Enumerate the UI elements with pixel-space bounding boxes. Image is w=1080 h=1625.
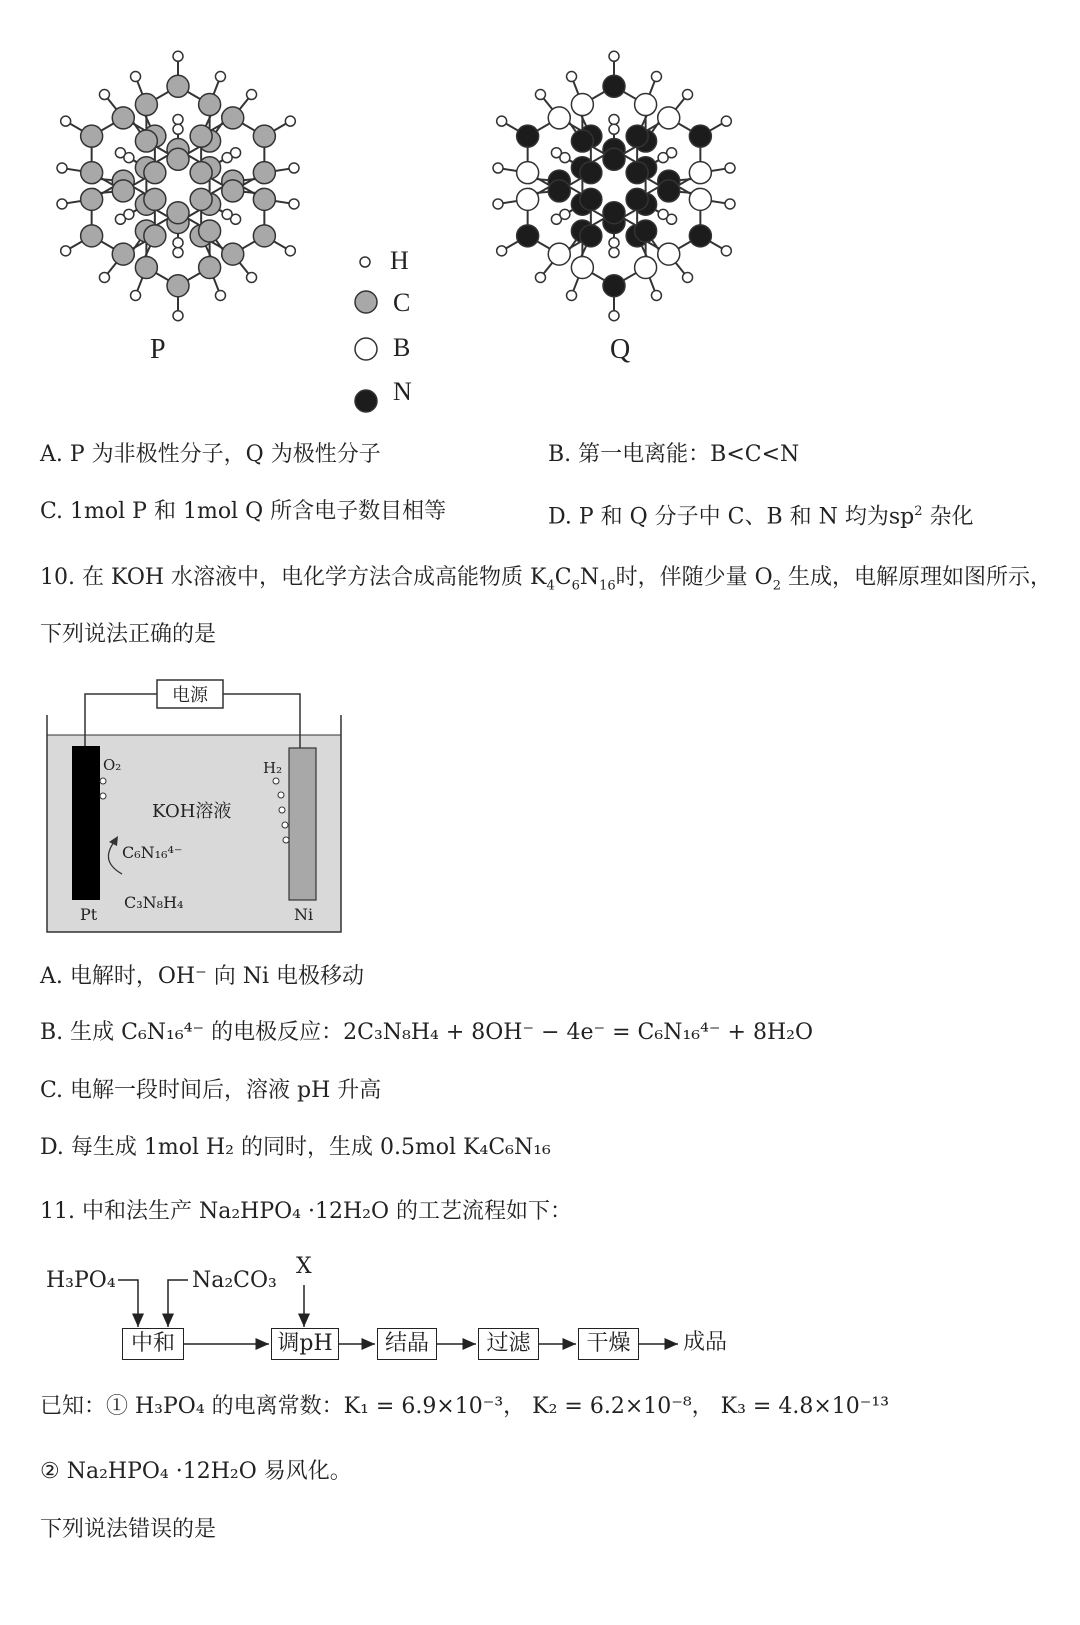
atom <box>253 225 275 247</box>
q10-stem-part: N <box>579 565 600 590</box>
q10-stem-part: 10. 在 KOH 水溶液中，电化学方法合成高能物质 K <box>40 565 547 590</box>
atom <box>580 225 602 247</box>
atom <box>626 162 648 184</box>
atom <box>689 125 711 147</box>
hydrogen-atom <box>609 51 619 61</box>
legend-b-marker <box>355 338 377 360</box>
hydrogen-atom <box>721 246 731 256</box>
atom <box>81 225 103 247</box>
hydrogen-atom <box>131 290 141 300</box>
pt-label: Pt <box>80 905 98 924</box>
reactant-label: C₃N₈H₄ <box>124 893 184 912</box>
q9-option-d-text: D. P 和 Q 分子中 C、B 和 N 均为 <box>548 504 889 530</box>
atom <box>548 243 570 265</box>
q10-option-b[interactable]: B. 生成 C₆N₁₆⁴⁻ 的电极反应：2C₃N₈H₄ + 8OH⁻ − 4e⁻ = C₆N₁₆⁴⁻ + 8H₂O <box>40 1020 813 1045</box>
atom <box>135 256 157 278</box>
hydrogen-atom <box>285 116 295 126</box>
atom <box>571 256 593 278</box>
atom <box>603 275 625 297</box>
atom <box>517 125 539 147</box>
hydrogen-atom <box>497 116 507 126</box>
q10-stem-sub: 16 <box>599 578 616 594</box>
atom <box>548 107 570 129</box>
atom <box>167 202 189 224</box>
hydrogen-atom <box>289 163 299 173</box>
na2co3-arrow <box>168 1280 188 1327</box>
flow-box-adjust-ph: 调pH <box>271 1328 339 1360</box>
atom <box>517 225 539 247</box>
atom <box>626 188 648 210</box>
q11-ask: 下列说法错误的是 <box>40 1517 217 1542</box>
q9-option-d[interactable] <box>548 497 974 532</box>
h2-label: H₂ <box>263 759 283 777</box>
hydrogen-atom <box>124 153 134 163</box>
atom <box>580 162 602 184</box>
atom <box>658 180 680 202</box>
atom <box>635 220 657 242</box>
atom <box>253 188 275 210</box>
q10-stem-line1 <box>40 563 1052 601</box>
hydrogen-atom <box>609 115 619 125</box>
atom <box>548 180 570 202</box>
atom <box>81 188 103 210</box>
atom <box>222 180 244 202</box>
atom <box>112 243 134 265</box>
atom <box>199 94 221 116</box>
atom <box>167 75 189 97</box>
hydrogen-atom <box>560 153 570 163</box>
product-label: C₆N₁₆⁴⁻ <box>122 843 183 862</box>
atom <box>81 125 103 147</box>
hydrogen-atom <box>61 246 71 256</box>
legend-h-marker <box>360 257 370 267</box>
atom <box>135 130 157 152</box>
hydrogen-atom <box>99 90 109 100</box>
legend-b-label: B <box>393 333 411 362</box>
hydrogen-atom <box>535 272 545 282</box>
solution-label: KOH溶液 <box>152 801 232 822</box>
atom <box>635 94 657 116</box>
power-label: 电源 <box>172 685 208 706</box>
atom <box>603 148 625 170</box>
atom <box>689 188 711 210</box>
atom <box>190 162 212 184</box>
atom <box>222 107 244 129</box>
hydrogen-atom <box>609 311 619 321</box>
q10-stem-sub: 2 <box>772 578 781 594</box>
hydrogen-atom <box>567 290 577 300</box>
atom <box>571 94 593 116</box>
legend-n-marker <box>355 390 377 412</box>
q9-option-a[interactable]: A. P 为非极性分子，Q 为极性分子 <box>40 442 381 467</box>
q10-stem-sub: 4 <box>546 578 555 594</box>
hydrogen-atom <box>651 72 661 82</box>
q10-stem-line2: 下列说法正确的是 <box>40 622 217 647</box>
atom <box>112 180 134 202</box>
hydrogen-atom <box>57 163 67 173</box>
q11-known-2: ② Na₂HPO₄ ·12H₂O 易风化。 <box>40 1459 352 1484</box>
atom <box>658 107 680 129</box>
pt-electrode <box>72 746 100 900</box>
q9-option-b[interactable]: B. 第一电离能：B<C<N <box>548 442 800 467</box>
atom <box>580 188 602 210</box>
atom <box>144 162 166 184</box>
q10-stem-part: C <box>554 565 572 590</box>
hydrogen-atom <box>497 246 507 256</box>
atom <box>81 162 103 184</box>
q9-option-d-sup: 2 <box>914 504 923 519</box>
legend <box>355 257 377 412</box>
molecule-q <box>493 51 735 320</box>
h2-bubble <box>279 807 285 813</box>
q10-option-c[interactable]: C. 电解一段时间后，溶液 pH 升高 <box>40 1078 382 1103</box>
atom <box>603 75 625 97</box>
atom <box>571 130 593 152</box>
q10-stem-sub: 6 <box>571 578 580 594</box>
atom <box>190 125 212 147</box>
molecule-p-label: P <box>150 334 166 365</box>
atom <box>167 148 189 170</box>
hydrogen-atom <box>61 116 71 126</box>
hydrogen-atom <box>173 248 183 258</box>
atom <box>222 243 244 265</box>
atom <box>253 125 275 147</box>
hydrogen-atom <box>173 51 183 61</box>
legend-n-label: N <box>393 377 412 406</box>
ni-electrode <box>289 748 316 900</box>
hydrogen-atom <box>215 72 225 82</box>
hydrogen-atom <box>215 290 225 300</box>
flow-box-filter: 过滤 <box>478 1328 539 1360</box>
q10-stem-part: 时，伴随少量 O <box>615 565 773 590</box>
atom <box>190 188 212 210</box>
legend-c-label: C <box>393 288 411 317</box>
hydrogen-atom <box>124 209 134 219</box>
hydrogen-atom <box>99 272 109 282</box>
ni-label: Ni <box>294 905 314 924</box>
atom <box>135 94 157 116</box>
h2-bubble <box>283 837 289 843</box>
atom <box>144 188 166 210</box>
hydrogen-atom <box>247 90 257 100</box>
atom <box>635 256 657 278</box>
hydrogen-atom <box>725 163 735 173</box>
hydrogen-atom <box>289 199 299 209</box>
atom <box>112 107 134 129</box>
hydrogen-atom <box>721 116 731 126</box>
hydrogen-atom <box>222 209 232 219</box>
hydrogen-atom <box>173 124 183 134</box>
flow-output: 成品 <box>683 1330 728 1355</box>
molecule-p <box>57 51 299 320</box>
flow-box-dry: 干燥 <box>578 1328 639 1360</box>
hydrogen-atom <box>535 90 545 100</box>
atom <box>689 162 711 184</box>
q11-known-1: 已知：① H₃PO₄ 的电离常数：K₁ = 6.9×10⁻³， K₂ = 6.2×10⁻⁸， K₃ = 4.8×10⁻¹³ <box>40 1394 890 1419</box>
atom <box>144 225 166 247</box>
molecule-q-label: Q <box>610 334 631 365</box>
hydrogen-atom <box>57 199 67 209</box>
flow-input-na2co3: Na₂CO₃ <box>192 1268 277 1293</box>
h2-bubble <box>278 792 284 798</box>
q11-stem: 11. 中和法生产 Na₂HPO₄ ·12H₂O 的工艺流程如下： <box>40 1199 573 1224</box>
hydrogen-atom <box>567 72 577 82</box>
flow-input-h3po4: H₃PO₄ <box>46 1268 116 1293</box>
hydrogen-atom <box>222 153 232 163</box>
hydrogen-atom <box>683 272 693 282</box>
hydrogen-atom <box>560 209 570 219</box>
hydrogen-atom <box>609 124 619 134</box>
q9-option-c[interactable]: C. 1mol P 和 1mol Q 所含电子数目相等 <box>40 499 447 524</box>
flow-box-neutralize: 中和 <box>122 1328 184 1360</box>
q10-stem-part: 生成，电解原理如图所示， <box>780 565 1052 590</box>
hydrogen-atom <box>725 199 735 209</box>
hydrogen-atom <box>658 209 668 219</box>
hydrogen-atom <box>658 153 668 163</box>
atom <box>658 243 680 265</box>
o2-label: O₂ <box>103 756 122 774</box>
hydrogen-atom <box>651 290 661 300</box>
hydrogen-atom <box>247 272 257 282</box>
h2-bubble <box>282 822 288 828</box>
atom <box>253 162 275 184</box>
atom <box>517 188 539 210</box>
atom <box>199 256 221 278</box>
q9-option-d-post: 杂化 <box>922 504 974 530</box>
hydrogen-atom <box>609 248 619 258</box>
legend-h-label: H <box>390 246 409 275</box>
legend-c-marker <box>355 291 377 313</box>
q10-option-a[interactable]: A. 电解时，OH⁻ 向 Ni 电极移动 <box>40 964 364 989</box>
atom <box>517 162 539 184</box>
flow-box-crystallize: 结晶 <box>377 1328 437 1360</box>
atom <box>626 125 648 147</box>
hydrogen-atom <box>285 246 295 256</box>
hydrogen-atom <box>493 199 503 209</box>
atom <box>199 220 221 242</box>
hydrogen-atom <box>173 238 183 248</box>
q9-option-d-sp: sp <box>888 504 915 530</box>
hydrogen-atom <box>173 115 183 125</box>
hydrogen-atom <box>609 238 619 248</box>
o2-bubble <box>100 793 106 799</box>
flow-input-x: X <box>296 1254 312 1279</box>
atom <box>603 202 625 224</box>
hydrogen-atom <box>173 311 183 321</box>
h3po4-arrow <box>118 1280 138 1327</box>
hydrogen-atom <box>683 90 693 100</box>
q10-option-d[interactable]: D. 每生成 1mol H₂ 的同时，生成 0.5mol K₄C₆N₁₆ <box>40 1135 551 1160</box>
atom <box>167 275 189 297</box>
hydrogen-atom <box>493 163 503 173</box>
atom <box>689 225 711 247</box>
hydrogen-atom <box>131 72 141 82</box>
